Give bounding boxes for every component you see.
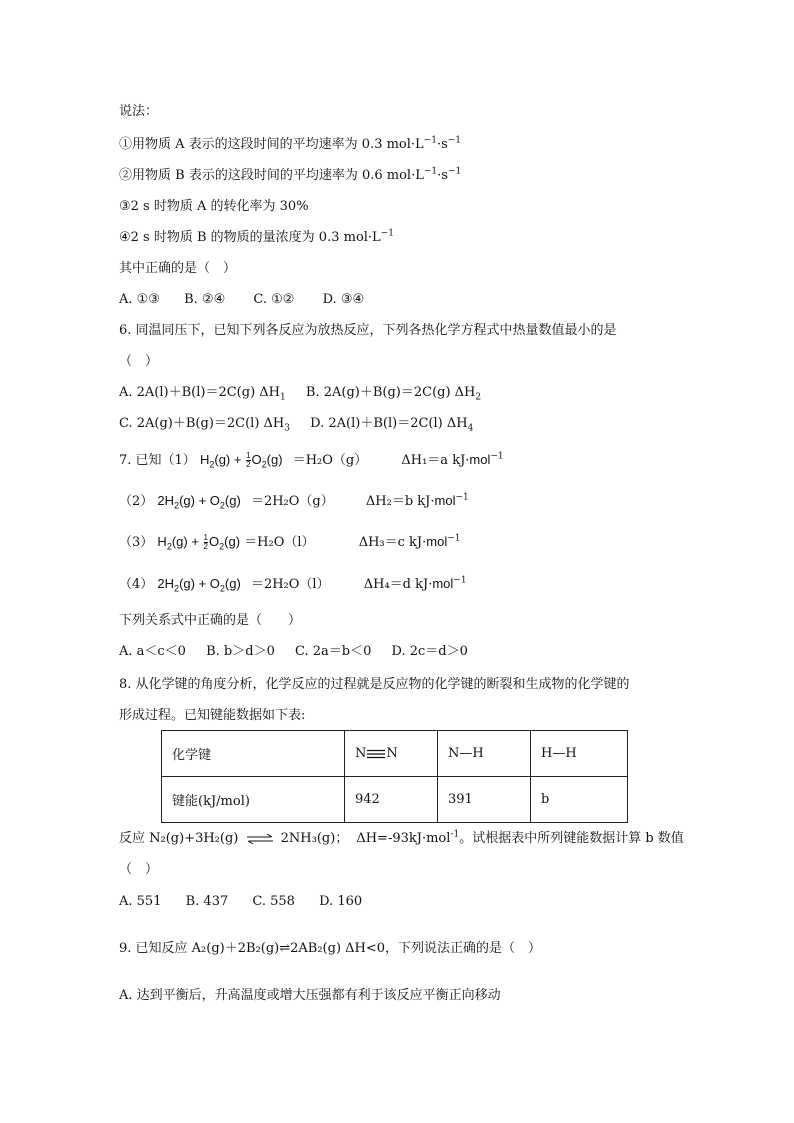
table-header-cell: 化学键 xyxy=(162,731,345,777)
q7-option-d: D. 2c＝d＞0 xyxy=(391,644,468,659)
q7-reaction-4: （4） $2H_2(g) + O_2(g) =2H_2O(l)$ ΔH₄＝d kJ·mol$^{-1}$ xyxy=(119,575,467,594)
statement-1: ①用物质 A 表示的这段时间的平均速率为 0.3 $mol\cdot L^{-1}\cdot s^{-1}$ xyxy=(119,135,462,152)
q8-reaction: 反应 N₂(g)+3H₂(g) 2NH₃(g)； ΔH=-93kJ·mol$^{-1}$。试根据表中所列键能数据计算 b 数值 xyxy=(119,829,684,846)
q6-option-a: A. 2A(l)＋B(l)＝2C(g) $\Delta H_1$ xyxy=(119,385,286,403)
q8-line-2: 形成过程。已知键能数据如下表: xyxy=(119,708,306,723)
q5-option-a: A. ①③ xyxy=(119,292,160,307)
intro-text: 说法： xyxy=(119,104,159,119)
statement-3: ③2 s 时物质 A 的转化率为 30% xyxy=(119,199,309,214)
q6-stem: 6. 同温同压下，已知下列各反应为放热反应，下列各热化学方程式中热量数值最小的是 xyxy=(119,323,617,338)
q5-options xyxy=(119,291,364,309)
q7-reaction-1: 7. 已知（1） $H_2(g)$ + $\frac{1}{2}$ $O_2(g) =H_2O(g)$ ΔH₁＝a kJ·mol$^{-1}$ xyxy=(119,451,504,470)
q5-stem: 其中正确的是（ ） xyxy=(119,261,237,276)
q6-option-d: D. 2A(l)＋B(l)＝2C(l) $\Delta H_4$ xyxy=(310,416,474,434)
q6-options-cd xyxy=(119,415,473,433)
table-header-cell: N N xyxy=(345,731,438,777)
q8-line-1: 8. 从化学键的角度分析，化学反应的过程就是反应物的化学键的断裂和生成物的化学键的 xyxy=(119,677,630,692)
q7-reaction-3: （3） $H_2(g)$ + $\frac{1}{2}$ $O_2(g) =H_2O(l)$ ΔH₃＝c kJ·mol$^{-1}$ xyxy=(119,533,461,552)
q8-option-d: D. 160 xyxy=(319,894,363,909)
q6-option-c: C. 2A(g)＋B(g)＝2C(l) $\Delta H_3$ xyxy=(119,416,291,434)
q6-options-ab xyxy=(119,384,481,402)
table-row xyxy=(162,777,628,823)
q8-option-a: A. 551 xyxy=(119,894,162,909)
q7-options xyxy=(119,643,468,661)
triple-bond-icon xyxy=(367,749,385,759)
table-cell: 键能(kJ/mol) xyxy=(162,777,345,823)
bond-energy-table xyxy=(161,730,628,823)
q7-option-a: A. a＜c＜0 xyxy=(119,644,186,659)
q7-stem: 下列关系式中正确的是（ ） xyxy=(119,613,302,628)
q5-option-c: C. ①② xyxy=(253,292,295,307)
table-header-cell: N—H xyxy=(438,731,531,777)
table-header-cell: H—H xyxy=(531,731,628,777)
q8-option-c: C. 558 xyxy=(252,894,295,909)
statement-2: ②用物质 B 表示的这段时间的平均速率为 0.6 $mol\cdot L^{-1}\cdot s^{-1}$ xyxy=(119,166,462,183)
q8-options xyxy=(119,893,362,911)
q5-option-b: B. ②④ xyxy=(184,292,226,307)
table-cell: 391 xyxy=(438,777,531,823)
q7-option-b: B. b＞d＞0 xyxy=(206,644,275,659)
q6-paren: （ ） xyxy=(119,354,159,369)
q5-option-d: D. ③④ xyxy=(322,292,365,307)
equilibrium-arrow-icon xyxy=(247,834,273,844)
statement-4: ④2 s 时物质 B 的物质的量浓度为 0.3 $mol\cdot L^{-1}$ xyxy=(119,228,394,245)
q6-option-b: B. 2A(g)＋B(g)＝2C(g) $\Delta H_2$ xyxy=(305,385,482,403)
q8-option-b: B. 437 xyxy=(185,894,229,909)
table-cell: 942 xyxy=(345,777,438,823)
q8-paren: （ ） xyxy=(119,862,159,877)
table-row xyxy=(162,731,628,777)
table-cell: b xyxy=(531,777,628,823)
q9-option-a: A. 达到平衡后，升高温度或增大压强都有利于该反应平衡正向移动 xyxy=(119,988,501,1003)
q9-stem: 9. 已知反应 A₂(g)＋2B₂(g)⇌2AB₂(g) ΔH<0，下列说法正确的是（ ） xyxy=(119,941,542,956)
q7-reaction-2: （2） $2H_2(g) + O_2(g) =2H_2O(g)$ ΔH₂＝b kJ·mol$^{-1}$ xyxy=(119,492,469,511)
q7-option-c: C. 2a＝b＜0 xyxy=(294,644,372,659)
